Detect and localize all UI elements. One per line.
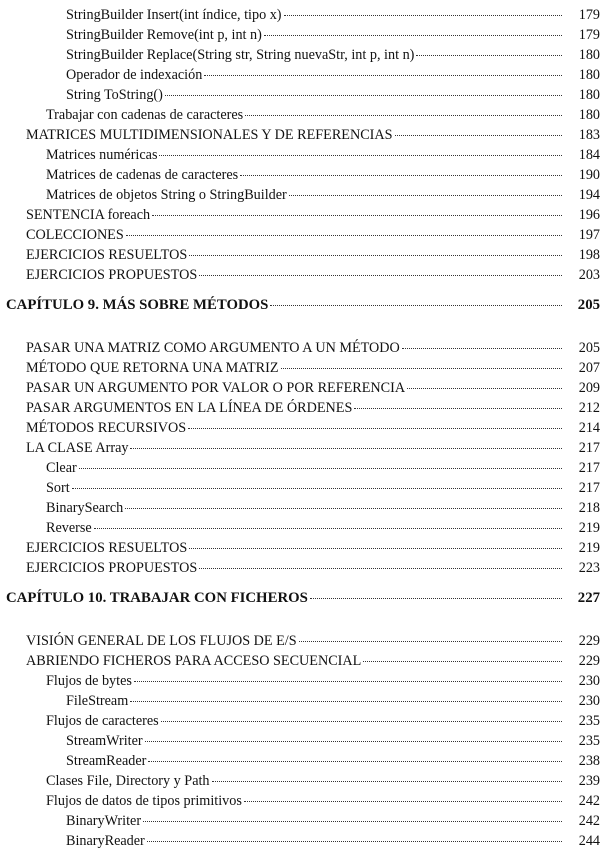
toc-entry	[26, 205, 600, 225]
entry-title: PASAR UNA MATRIZ COMO ARGUMENTO A UN MÉTODO	[26, 340, 400, 356]
dot-leader	[270, 305, 562, 306]
page-number: 217	[578, 440, 600, 456]
toc-entry	[46, 478, 600, 498]
toc-entry	[26, 538, 600, 558]
dot-leader	[289, 195, 562, 196]
dot-leader	[264, 35, 562, 36]
page-number: 219	[578, 540, 600, 556]
toc-entry	[26, 358, 600, 378]
page-number: 205	[578, 340, 600, 356]
toc-entry	[66, 691, 600, 711]
toc-entry	[26, 245, 600, 265]
page-number: 218	[578, 500, 600, 516]
page-number: 183	[578, 127, 600, 143]
entry-title: BinarySearch	[46, 500, 124, 516]
toc-entry	[46, 791, 600, 811]
dot-leader	[148, 761, 562, 762]
chapter-heading	[6, 295, 600, 315]
dot-leader	[204, 75, 562, 76]
entry-title: Clear	[46, 460, 77, 476]
dot-leader	[165, 95, 562, 96]
entry-title: Clases File, Directory y Path	[46, 773, 210, 789]
toc-entry	[46, 145, 600, 165]
dot-leader	[125, 508, 562, 509]
entry-title: SENTENCIA foreach	[26, 207, 151, 223]
toc-entry	[66, 25, 600, 45]
page-number: 217	[578, 460, 600, 476]
page-number: 197	[578, 227, 600, 243]
dot-leader	[299, 641, 562, 642]
entry-title: String ToString()	[66, 87, 163, 103]
toc-entry	[66, 831, 600, 851]
dot-leader	[402, 348, 562, 349]
entry-title: PASAR ARGUMENTOS EN LA LÍNEA DE ÓRDENES	[26, 400, 353, 416]
toc-entry	[46, 711, 600, 731]
page-number: 235	[578, 713, 600, 729]
page-number: 184	[578, 147, 600, 163]
page-number: 217	[578, 480, 600, 496]
page-number: 214	[578, 420, 600, 436]
page-number: 180	[578, 87, 600, 103]
page-number: 180	[578, 107, 600, 123]
toc-entry	[46, 165, 600, 185]
dot-leader	[188, 428, 562, 429]
dot-leader	[130, 701, 562, 702]
dot-leader	[212, 781, 562, 782]
toc-entry	[26, 265, 600, 285]
dot-leader	[79, 468, 562, 469]
page-number: 230	[578, 673, 600, 689]
page-number: 179	[578, 27, 600, 43]
entry-title: Matrices de cadenas de caracteres	[46, 167, 239, 183]
toc-entry	[26, 631, 600, 651]
toc-entry	[26, 338, 600, 358]
entry-title: LA CLASE Array	[26, 440, 129, 456]
entry-title: VISIÓN GENERAL DE LOS FLUJOS DE E/S	[26, 633, 297, 649]
page-number: 219	[578, 520, 600, 536]
entry-title: ABRIENDO FICHEROS PARA ACCESO SECUENCIAL	[26, 653, 362, 669]
page-number: 223	[578, 560, 600, 576]
page-number: 194	[578, 187, 600, 203]
toc-entry	[26, 558, 600, 578]
chapter-heading	[6, 588, 600, 608]
entry-title: CAPÍTULO 10. TRABAJAR CON FICHEROS	[6, 590, 308, 606]
page-number: 180	[578, 67, 600, 83]
dot-leader	[244, 801, 562, 802]
entry-title: COLECCIONES	[26, 227, 124, 243]
toc-entry	[26, 225, 600, 245]
entry-title: Matrices numéricas	[46, 147, 158, 163]
dot-leader	[143, 821, 562, 822]
dot-leader	[199, 568, 562, 569]
entry-title: PASAR UN ARGUMENTO POR VALOR O POR REFERENCIA	[26, 380, 406, 396]
page-number: 229	[578, 633, 600, 649]
entry-title: BinaryReader	[66, 833, 145, 849]
page-number: 212	[578, 400, 600, 416]
dot-leader	[363, 661, 562, 662]
dot-leader	[147, 841, 562, 842]
entry-title: Flujos de datos de tipos primitivos	[46, 793, 242, 809]
dot-leader	[189, 548, 562, 549]
page-number: 180	[578, 47, 600, 63]
dot-leader	[281, 368, 563, 369]
toc-entry	[66, 45, 600, 65]
entry-title: Sort	[46, 480, 70, 496]
entry-title: Operador de indexación	[66, 67, 203, 83]
dot-leader	[152, 215, 562, 216]
toc-entry	[66, 811, 600, 831]
entry-title: EJERCICIOS RESUELTOS	[26, 540, 188, 556]
page-number: 196	[578, 207, 600, 223]
toc-entry	[26, 378, 600, 398]
page-number: 203	[578, 267, 600, 283]
entry-title: StreamReader	[66, 753, 147, 769]
page-number: 244	[578, 833, 600, 849]
toc-entry	[46, 458, 600, 478]
entry-title: StringBuilder Remove(int p, int n)	[66, 27, 262, 43]
toc-entry	[46, 518, 600, 538]
page-number: 190	[578, 167, 600, 183]
entry-title: Flujos de bytes	[46, 673, 132, 689]
dot-leader	[395, 135, 562, 136]
toc-entry	[26, 651, 600, 671]
toc-entry	[26, 418, 600, 438]
dot-leader	[94, 528, 562, 529]
page-number: 205	[577, 297, 600, 313]
dot-leader	[161, 721, 562, 722]
dot-leader	[130, 448, 562, 449]
page-number: 179	[578, 7, 600, 23]
page-number: 235	[578, 733, 600, 749]
entry-title: CAPÍTULO 9. MÁS SOBRE MÉTODOS	[6, 297, 269, 313]
entry-title: MÉTODOS RECURSIVOS	[26, 420, 187, 436]
dot-leader	[245, 115, 562, 116]
toc-entry	[26, 438, 600, 458]
entry-title: MÉTODO QUE RETORNA UNA MATRIZ	[26, 360, 279, 376]
toc-entry	[66, 5, 600, 25]
toc-entry	[66, 731, 600, 751]
dot-leader	[126, 235, 562, 236]
dot-leader	[199, 275, 562, 276]
dot-leader	[284, 15, 562, 16]
dot-leader	[72, 488, 562, 489]
dot-leader	[134, 681, 562, 682]
page-number: 229	[578, 653, 600, 669]
toc-entry	[66, 65, 600, 85]
entry-title: StringBuilder Replace(String str, String nuevaStr, int p, int n)	[66, 47, 415, 63]
toc-entry	[66, 751, 600, 771]
dot-leader	[145, 741, 562, 742]
toc-entry	[46, 498, 600, 518]
dot-leader	[189, 255, 562, 256]
dot-leader	[159, 155, 562, 156]
entry-title: FileStream	[66, 693, 129, 709]
entry-title: EJERCICIOS RESUELTOS	[26, 247, 188, 263]
entry-title: Flujos de caracteres	[46, 713, 159, 729]
page-number: 239	[578, 773, 600, 789]
entry-title: Reverse	[46, 520, 92, 536]
toc-entry	[26, 125, 600, 145]
toc-entry	[26, 398, 600, 418]
page-number: 242	[578, 813, 600, 829]
page-number: 209	[578, 380, 600, 396]
entry-title: StreamWriter	[66, 733, 143, 749]
page-number: 207	[578, 360, 600, 376]
toc-entry	[46, 671, 600, 691]
dot-leader	[407, 388, 562, 389]
dot-leader	[240, 175, 562, 176]
page-number: 238	[578, 753, 600, 769]
page-number: 227	[577, 590, 600, 606]
page-number: 198	[578, 247, 600, 263]
entry-title: EJERCICIOS PROPUESTOS	[26, 560, 198, 576]
entry-title: Matrices de objetos String o StringBuilder	[46, 187, 287, 203]
entry-title: StringBuilder Insert(int índice, tipo x)	[66, 7, 282, 23]
toc-entry	[46, 105, 600, 125]
entry-title: Trabajar con cadenas de caracteres	[46, 107, 244, 123]
page-number: 230	[578, 693, 600, 709]
entry-title: EJERCICIOS PROPUESTOS	[26, 267, 198, 283]
dot-leader	[310, 598, 562, 599]
toc-entry	[46, 185, 600, 205]
page-number: 242	[578, 793, 600, 809]
entry-title: BinaryWriter	[66, 813, 142, 829]
dot-leader	[416, 55, 562, 56]
entry-title: MATRICES MULTIDIMENSIONALES Y DE REFERENCIAS	[26, 127, 393, 143]
toc-entry	[66, 85, 600, 105]
toc-entry	[46, 771, 600, 791]
dot-leader	[354, 408, 562, 409]
